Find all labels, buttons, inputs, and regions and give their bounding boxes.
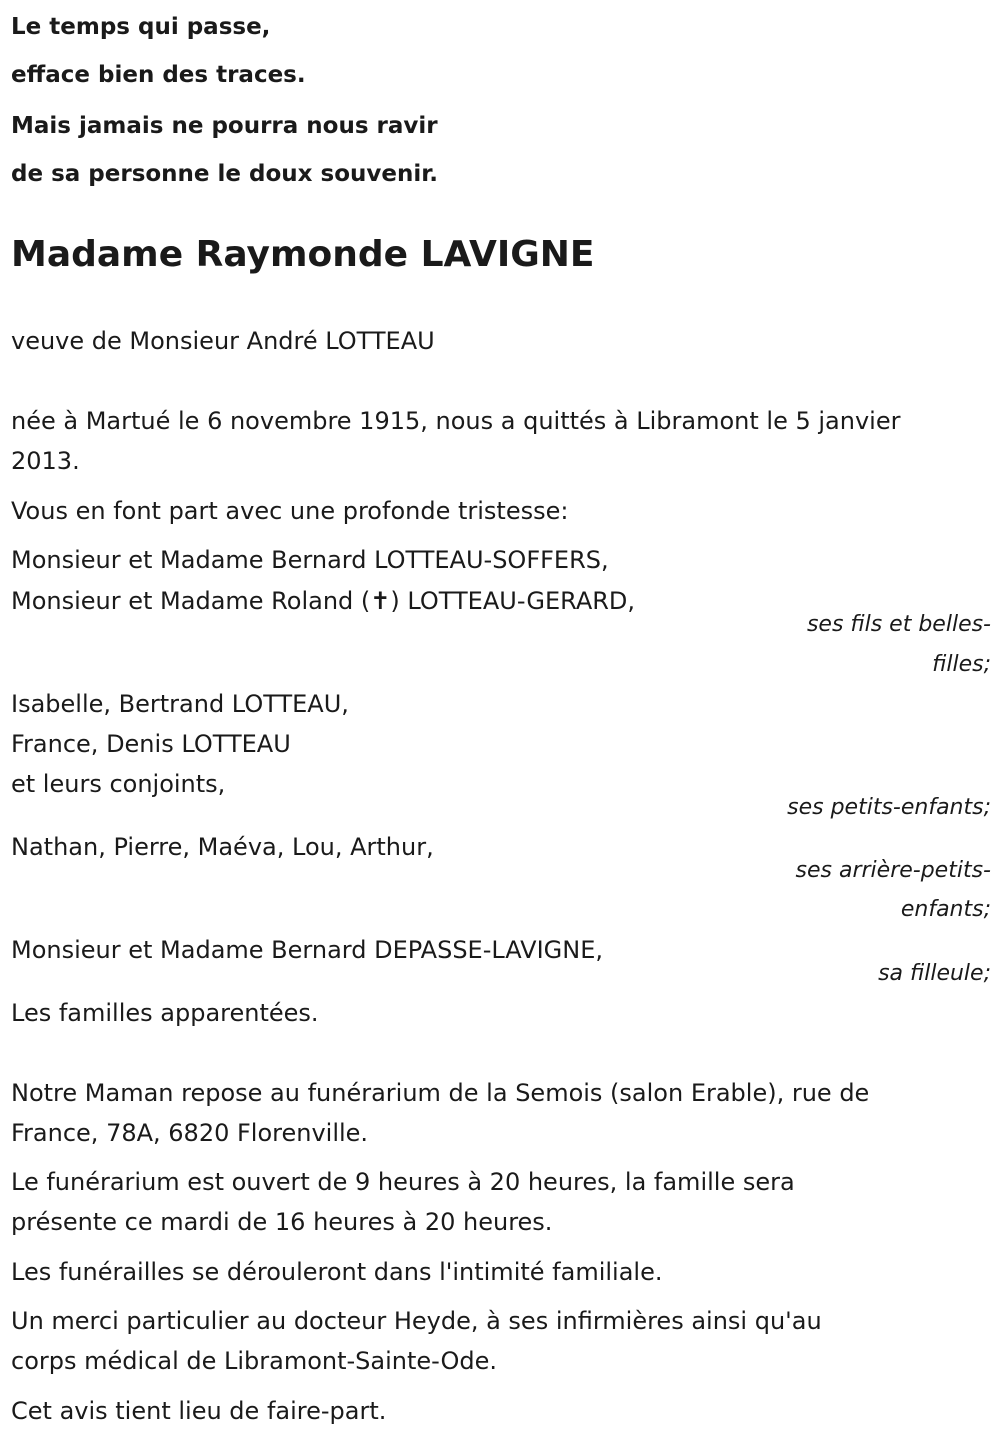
birth-death-line: 2013.: [11, 447, 80, 475]
poem-line: efface bien des traces.: [11, 62, 306, 88]
relation-label: filles;: [932, 652, 991, 677]
poem-line: de sa personne le doux souvenir.: [11, 161, 439, 187]
poem-line: Le temps qui passe,: [11, 14, 271, 40]
family-member: Monsieur et Madame Roland (✝) LOTTEAU-GERARD,: [11, 587, 636, 615]
relation-label: ses petits-enfants;: [787, 795, 991, 820]
poem-line: Mais jamais ne pourra nous ravir: [11, 113, 438, 139]
funeral-info: Les funérailles se dérouleront dans l'intimité familiale.: [11, 1258, 663, 1286]
closing-line: Cet avis tient lieu de faire-part.: [11, 1397, 387, 1425]
family-member: Monsieur et Madame Bernard LOTTEAU-SOFFERS,: [11, 546, 609, 574]
birth-death-line: née à Martué le 6 novembre 1915, nous a quittés à Libramont le 5 janvier: [11, 407, 901, 435]
thanks: Un merci particulier au docteur Heyde, à ses infirmières ainsi qu'au: [11, 1307, 822, 1335]
families-line: Les familles apparentées.: [11, 999, 319, 1027]
opening-hours: Le funérarium est ouvert de 9 heures à 20 heures, la famille sera: [11, 1168, 795, 1196]
relation-label: sa filleule;: [878, 961, 991, 986]
thanks: corps médical de Libramont-Sainte-Ode.: [11, 1347, 498, 1375]
announcement: Vous en font part avec une profonde tristesse:: [11, 497, 569, 525]
widow-of: veuve de Monsieur André LOTTEAU: [11, 327, 435, 355]
relation-label: ses fils et belles-: [806, 612, 991, 637]
family-member: Isabelle, Bertrand LOTTEAU,: [11, 690, 349, 718]
deceased-name: Madame Raymonde LAVIGNE: [11, 234, 595, 275]
relation-label: enfants;: [900, 897, 991, 922]
family-member: et leurs conjoints,: [11, 770, 226, 798]
rest-location: France, 78A, 6820 Florenville.: [11, 1119, 369, 1147]
family-member: Nathan, Pierre, Maéva, Lou, Arthur,: [11, 833, 434, 861]
family-member: Monsieur et Madame Bernard DEPASSE-LAVIGNE,: [11, 936, 604, 964]
family-member: France, Denis LOTTEAU: [11, 730, 291, 758]
opening-hours: présente ce mardi de 16 heures à 20 heures.: [11, 1208, 553, 1236]
relation-label: ses arrière-petits-: [795, 858, 991, 883]
rest-location: Notre Maman repose au funérarium de la Semois (salon Erable), rue de: [11, 1079, 870, 1107]
